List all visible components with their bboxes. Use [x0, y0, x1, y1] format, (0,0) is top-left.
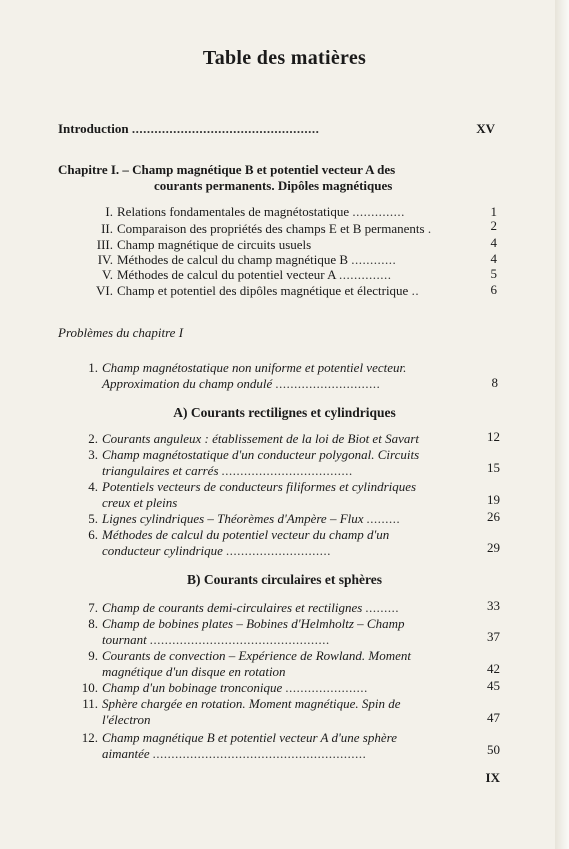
problem-item: 10. Champ d'un bobinage tronconique ......................: [81, 680, 369, 695]
problem-item-line2: triangulaires et carrés ...................................: [102, 463, 354, 478]
chapter-heading-line2: courants permanents. Dipôles magnétiques: [154, 178, 393, 193]
problem-page: 26: [487, 509, 500, 524]
problem-item: 3. Champ magnétostatique d'un conducteur polygonal. Circuits: [88, 447, 420, 462]
toc-entry: III. Champ magnétique de circuits usuels: [96, 237, 312, 252]
chapter-heading-line1: Chapitre I. – Champ magnétique B et potentiel vecteur A des: [58, 162, 396, 177]
toc-intro-page: XV: [476, 121, 495, 136]
toc-entry-page: 2: [490, 218, 497, 233]
toc-entry-page: 4: [490, 251, 497, 266]
page-title: Table des matières: [202, 47, 367, 69]
problem-item: 5. Lignes cylindriques – Théorèmes d'Ampère – Flux .........: [88, 511, 401, 526]
problem-page: 42: [487, 661, 500, 676]
problem-item-line2: aimantée .........................................................: [102, 746, 367, 761]
problems-heading: Problèmes du chapitre I: [58, 325, 184, 340]
problem-item: 1. Champ magnétostatique non uniforme et potentiel vecteur.: [88, 360, 407, 375]
problem-page: 45: [487, 678, 500, 693]
problem-page: 33: [487, 598, 500, 613]
page-folio: IX: [485, 770, 500, 785]
problem-item: 6. Méthodes de calcul du potentiel vecteur du champ d'un: [88, 527, 390, 542]
problem-page: 47: [487, 710, 500, 725]
toc-entry: V. Méthodes de calcul du potentiel vecteur A ..............: [102, 267, 392, 282]
toc-entry: IV. Méthodes de calcul du champ magnétique B ............: [97, 252, 397, 267]
toc-entry: I. Relations fondamentales de magnétostatique ..............: [105, 204, 405, 219]
problem-item: 9. Courants de convection – Expérience de Rowland. Moment: [88, 648, 412, 663]
problem-item-line2: magnétique d'un disque en rotation: [102, 664, 286, 679]
toc-entry: II. Comparaison des propriétés des champs E et B permanents .: [101, 221, 432, 236]
problem-page: 37: [487, 629, 500, 644]
toc-entry-page: 6: [490, 282, 497, 297]
problem-page: 15: [487, 460, 500, 475]
toc-intro-label: Introduction: [58, 121, 129, 136]
toc-entry: VI. Champ et potentiel des dipôles magnétique et électrique ..: [96, 283, 420, 298]
problem-item-line2: tournant ................................................: [102, 632, 331, 647]
problem-item-line2: conducteur cylindrique ............................: [102, 543, 332, 558]
toc-leader: ..................................................: [131, 121, 320, 136]
toc-intro: [58, 121, 319, 136]
problem-item: 8. Champ de bobines plates – Bobines d'Helmholtz – Champ: [88, 616, 405, 631]
problem-item: 11. Sphère chargée en rotation. Moment magnétique. Spin de: [82, 696, 401, 711]
toc-entry-page: 5: [490, 266, 497, 281]
page-edge: [555, 0, 569, 849]
section-b-heading: B) Courants circulaires et sphères: [187, 572, 382, 587]
problem-item: 12. Champ magnétique B et potentiel vecteur A d'une sphère: [81, 730, 397, 745]
section-a-heading: A) Courants rectilignes et cylindriques: [173, 405, 396, 420]
problem-page: 19: [487, 492, 500, 507]
problem-item: 7. Champ de courants demi-circulaires et rectilignes .........: [88, 600, 400, 615]
problem-page: 12: [487, 429, 500, 444]
problem-item-line2: l'électron: [102, 712, 151, 727]
problem-item: 4. Potentiels vecteurs de conducteurs filiformes et cylindriques: [88, 479, 417, 494]
problem-page: 50: [487, 742, 500, 757]
problem-item-line2: creux et pleins: [102, 495, 178, 510]
toc-entry-page: 4: [490, 235, 497, 250]
toc-entry-page: 1: [490, 204, 497, 219]
problem-item: 2. Courants anguleux : établissement de la loi de Biot et Savart: [88, 431, 420, 446]
problem-page: 8: [491, 375, 498, 390]
problem-page: 29: [487, 540, 500, 555]
problem-item-line2: Approximation du champ ondulé ............................: [102, 376, 381, 391]
